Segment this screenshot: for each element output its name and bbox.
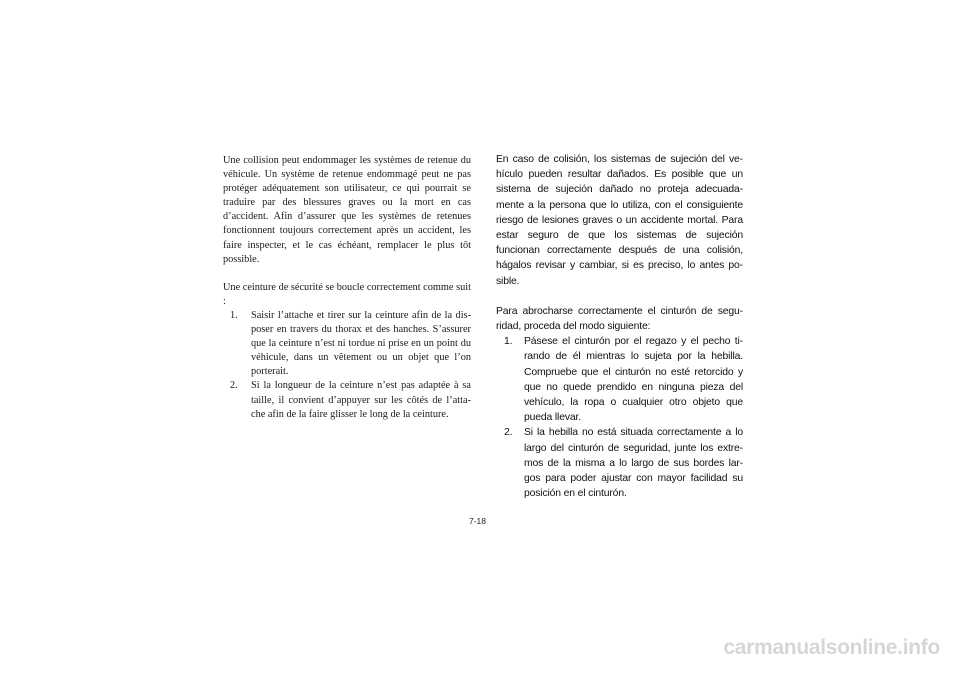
french-paragraph-intro: Une ceinture de sécurité se boucle correctement comme suit : [223, 281, 471, 307]
french-step-2-text: Si la longueur de la ceinture n’est pas adaptée à sa taille, il convient d’appuyer sur les côtés de l’atta-che afin de la faire glisser le long de la ceinture. [251, 380, 471, 420]
spanish-step-1 [496, 334, 743, 425]
site-watermark: carmanualsonline.info [723, 636, 940, 659]
french-step-1-text: Saisir l’attache et tirer sur la ceinture afin de la dis-poser en travers du thorax et des hanches. S’assurer que la ceinture n’est ni tordue ni prise en un point du véhicule, dans un vêtement ou un objet que l’on porterait. [251, 309, 471, 378]
french-step-1-number: 1. [230, 309, 238, 321]
french-step-1 [223, 309, 471, 379]
spanish-step-list [496, 334, 743, 501]
spanish-step-1-text: Pásese el cinturón por el regazo y el pecho ti-rando de él mientras lo sujeta por la hebilla. Compruebe que el cinturón no esté retorcido y que no quede prendido en ninguna pieza del vehículo, la ropa o cualquier otro objeto que pueda llevar. [524, 336, 743, 424]
spanish-paragraph-collision: En caso de colisión, los sistemas de sujeción del ve-hículo pueden resultar dañados. Es posible que un sistema de sujeción dañado no proteja adecuada-mente a la persona que lo utiliza, con el consiguiente riesgo de lesiones graves o un accidente mortal. Para estar seguro de que los sistemas de sujeción funcionan correctamente después de una colisión, hágalos revisar y cambiar, si es preciso, lo antes po-sible. [496, 154, 743, 287]
spanish-step-2 [496, 425, 743, 501]
spanish-step-1-number: 1. [504, 336, 513, 348]
spanish-step-2-number: 2. [504, 427, 513, 439]
french-column [223, 154, 471, 422]
french-step-2-number: 2. [230, 380, 238, 392]
french-step-list [223, 309, 471, 422]
spanish-paragraph-intro: Para abrocharse correctamente el cinturón de segu-ridad, proceda del modo siguiente: [496, 305, 743, 333]
spanish-column [496, 152, 743, 501]
french-paragraph-collision: Une collision peut endommager les systèmes de retenue du véhicule. Un système de retenue endommagé peut ne pas protéger adéquatement son utilisateur, ce qui pourrait se traduire par des blessures graves ou la mort en cas d’accident. Afin d’assurer que les systèmes de retenues fonctionnent toujours correctement après un accident, les faire inspecter, et le cas échéant, remplacer le plus tôt possible. [223, 155, 471, 265]
spanish-step-2-text: Si la hebilla no está situada correctamente a lo largo del cinturón de seguridad, junte los extre-mos de la misma a lo largo de sus bordes lar-gos para poder ajustar con mayor facilidad su posición en el cinturón. [524, 427, 743, 500]
french-step-2 [223, 379, 471, 421]
page-number: 7-18 [469, 516, 487, 526]
